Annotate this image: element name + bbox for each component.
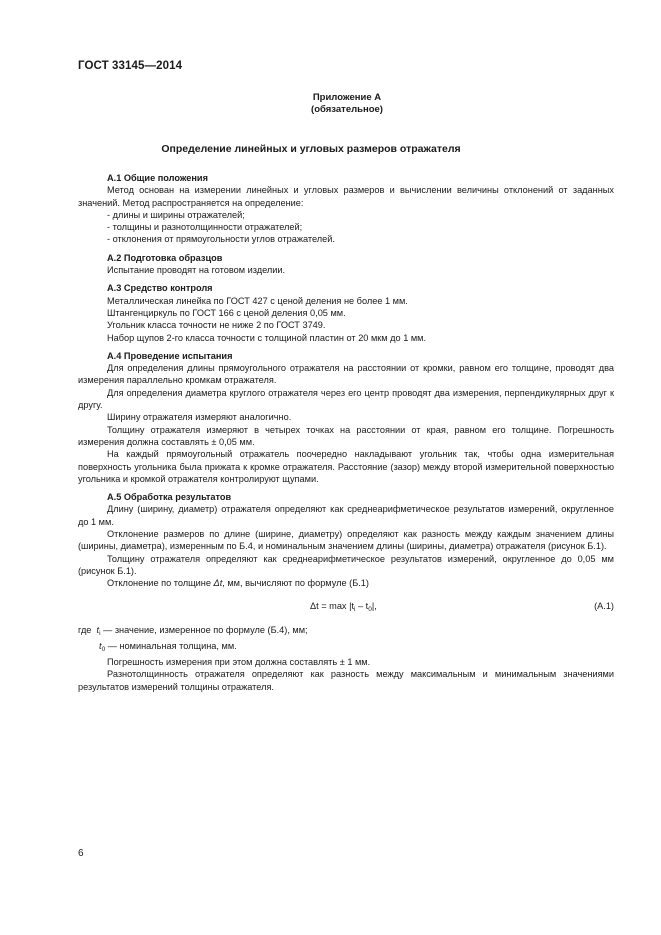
heading-a5: А.5 Обработка результатов bbox=[107, 492, 232, 503]
heading-a4: А.4 Проведение испытания bbox=[107, 350, 233, 361]
standard-header: ГОСТ 33145—2014 bbox=[78, 60, 183, 72]
paragraph: Штангенциркуль по ГОСТ 166 с ценой деления 0,05 мм. bbox=[107, 307, 346, 318]
paragraph: Толщину отражателя определяют как среднеарифметическое результатов измерений, округленное до 0,05 мм (рисунок Б.1). bbox=[78, 553, 614, 576]
paragraph: Толщину отражателя измеряют в четырех точках на расстоянии от края, равном его толщине. Погрешность измерения должна составлять ± 0,05 мм. bbox=[78, 424, 614, 447]
formula-a1 bbox=[78, 600, 614, 614]
symbol-subscript: 0 bbox=[101, 645, 106, 653]
paragraph bbox=[78, 577, 614, 589]
page-number: 6 bbox=[78, 848, 84, 859]
paragraph: Отклонение размеров по длине (ширине, диаметру) определяют как разность между каждым значением длины (ширины, диаметра), измеренным по Б.4, и номинальным значением длины (ширины, диаметра) отражателя (рисунок Б.1). bbox=[78, 529, 614, 552]
formula-expression bbox=[310, 600, 377, 616]
heading-a3: А.3 Средство контроля bbox=[107, 283, 213, 294]
symbol: Δt bbox=[213, 578, 223, 589]
paragraph: На каждый прямоугольный отражатель поочередно накладывают угольник так, чтобы одна измерительная поверхность угольника была прижата к кромке отражателя. Расстояние (зазор) между второй измерительной поверхностью угольника и кромкой отражателя контролируют щупами. bbox=[78, 449, 614, 484]
paragraph: Для определения длины прямоугольного отражателя на расстоянии от кромки, равном его толщине, проводят два измерения параллельно кромкам отражателя. bbox=[78, 363, 614, 386]
where-line bbox=[78, 624, 614, 640]
list-item: - отклонения от прямоугольности углов отражателей. bbox=[107, 234, 335, 245]
annex-title: Приложение А bbox=[312, 92, 382, 103]
paragraph: Для определения диаметра круглого отражателя через его центр проводят два измерения, перпендикулярных друг к другу. bbox=[78, 387, 614, 411]
formula-number: (А.1) bbox=[594, 600, 614, 611]
symbol-subscript: i bbox=[99, 629, 101, 637]
paragraph: Длину (ширину, диаметр) отражателя определяют как среднеарифметическое результатов измерений, округленное до 1 мм. bbox=[78, 504, 614, 527]
where-word: где bbox=[78, 624, 92, 635]
text: Отклонение по толщине bbox=[107, 578, 214, 589]
heading-a1: А.1 Общие положения bbox=[107, 173, 208, 183]
formula-part: |, bbox=[371, 600, 377, 611]
formula-subscript: 0 bbox=[368, 605, 372, 613]
heading-a2: А.2 Подготовка образцов bbox=[107, 252, 223, 263]
paragraph: Угольник класса точности не ниже 2 по ГОСТ 3749. bbox=[107, 320, 326, 331]
formula-part: – t bbox=[355, 600, 369, 611]
annex-status: (обязательное) bbox=[311, 104, 383, 115]
paragraph: Метод основан на измерении линейных и угловых размеров и вычислении величины отклонений от заданных значений. Метод распространяется на определение: bbox=[78, 185, 614, 208]
paragraph: Набор щупов 2-го класса точности с толщиной пластин от 20 мкм до 1 мм. bbox=[107, 332, 427, 343]
paragraph: Погрешность измерения при этом должна составлять ± 1 мм. bbox=[107, 657, 371, 668]
text: , мм, вычисляют по формуле (Б.1) bbox=[222, 578, 369, 589]
symbol: t bbox=[99, 640, 102, 651]
section-title: Определение линейных и угловых размеров отражателя bbox=[161, 143, 461, 155]
definition: — номинальная толщина, мм. bbox=[105, 640, 237, 651]
where-line bbox=[78, 640, 614, 656]
formula-part: Δt = max |t bbox=[310, 600, 355, 611]
paragraph: Металлическая линейка по ГОСТ 427 с ценой деления не более 1 мм. bbox=[107, 295, 408, 306]
symbol: t bbox=[96, 624, 100, 635]
paragraph: Ширину отражателя измеряют аналогично. bbox=[107, 412, 292, 423]
formula-subscript: i bbox=[354, 605, 356, 613]
definition: — значение, измеренное по формуле (Б.4), мм; bbox=[100, 624, 308, 635]
document-body bbox=[78, 172, 614, 693]
paragraph: Разнотолщинность отражателя определяют как разность между максимальным и минимальным значениями результатов измерений толщины отражателя. bbox=[78, 669, 614, 692]
paragraph: Испытание проводят на готовом изделии. bbox=[107, 265, 286, 276]
list-item: - толщины и разнотолщинности отражателей; bbox=[107, 222, 303, 233]
list-item: - длины и ширины отражателей; bbox=[107, 209, 245, 220]
